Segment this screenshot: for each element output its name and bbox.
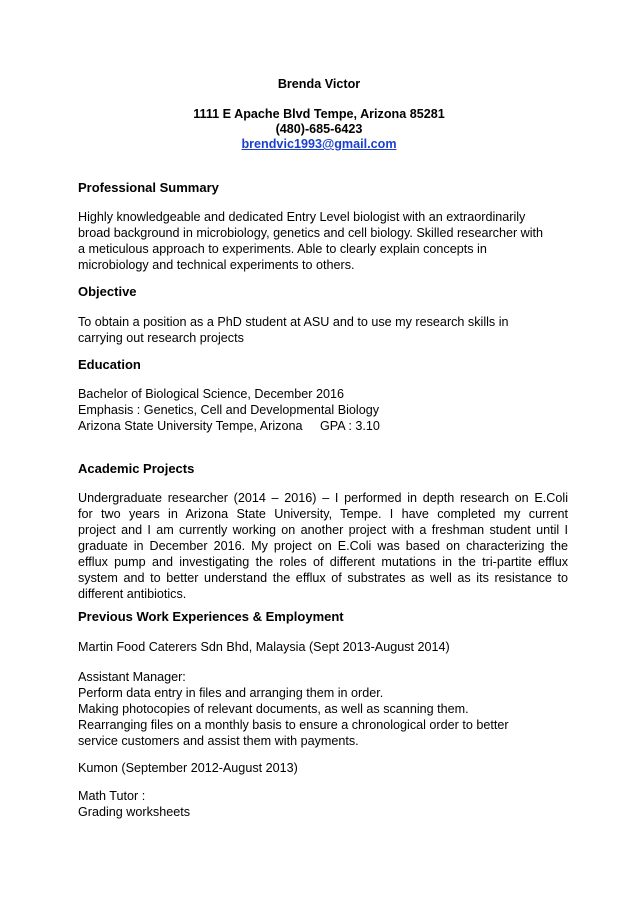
role-2-line: Grading worksheets [78,805,190,819]
education-heading: Education [78,357,141,372]
projects-line: project and I am currently working on another project with a freshman student until I [78,523,568,537]
objective-line: To obtain a position as a PhD student at ASU and to use my research skills in [78,315,509,329]
projects-line: Undergraduate researcher (2014 – 2016) – I performed in depth research on E.Coli [78,491,568,505]
email-link[interactable]: brendvic1993@gmail.com [241,137,397,151]
objective-line: carrying out research projects [78,331,244,345]
projects-line: system and to better understand the efflux of substrates as well as its resistance to [78,571,568,585]
role-1-line: Rearranging files on a monthly basis to ensure a chronological order to better [78,718,509,732]
objective-paragraph [78,314,568,346]
employer-2: Kumon (September 2012-August 2013) [78,761,298,775]
summary-heading: Professional Summary [78,180,219,195]
education-paragraph [78,386,568,434]
role-1-line: Assistant Manager: [78,670,186,684]
role-1-paragraph [78,669,568,749]
summary-line: broad background in microbiology, genetics and cell biology. Skilled researcher with [78,226,544,240]
email-line [0,136,638,152]
resume-name: Brenda Victor [277,77,361,91]
education-line: Bachelor of Biological Science, December 2016 [78,387,345,401]
education-line: Arizona State University Tempe, Arizona GPA : 3.10 [78,419,380,433]
summary-paragraph [78,209,568,273]
objective-heading: Objective [78,284,137,299]
role-1-line: service customers and assist them with payments. [78,734,359,748]
projects-line: graduate in December 2016. My project on E.Coli was based on characterizing the [78,539,568,553]
projects-paragraph [78,490,568,602]
summary-line: a meticulous approach to experiments. Able to clearly explain concepts in [78,242,487,256]
projects-line: efflux pump and investigating the roles of different mutations in the tri-partite efflux [78,555,568,569]
employer-1: Martin Food Caterers Sdn Bhd, Malaysia (Sept 2013-August 2014) [78,640,450,654]
role-1-line: Making photocopies of relevant documents, as well as scanning them. [78,702,469,716]
work-heading: Previous Work Experiences & Employment [78,609,344,624]
role-2-paragraph [78,788,568,820]
role-2-line: Math Tutor : [78,789,146,803]
projects-heading: Academic Projects [78,461,195,476]
role-1-line: Perform data entry in files and arranging them in order. [78,686,384,700]
address: 1111 E Apache Blvd Tempe, Arizona 85281 [193,107,445,121]
summary-line: microbiology and technical experiments to others. [78,258,355,272]
education-line: Emphasis : Genetics, Cell and Developmental Biology [78,403,380,417]
projects-line: different antibiotics. [78,587,187,601]
summary-line: Highly knowledgeable and dedicated Entry Level biologist with an extraordinarily [78,210,526,224]
phone: (480)-685-6423 [275,122,363,136]
projects-line: for two years in Arizona State University, Tempe. I have completed my current [78,507,568,521]
